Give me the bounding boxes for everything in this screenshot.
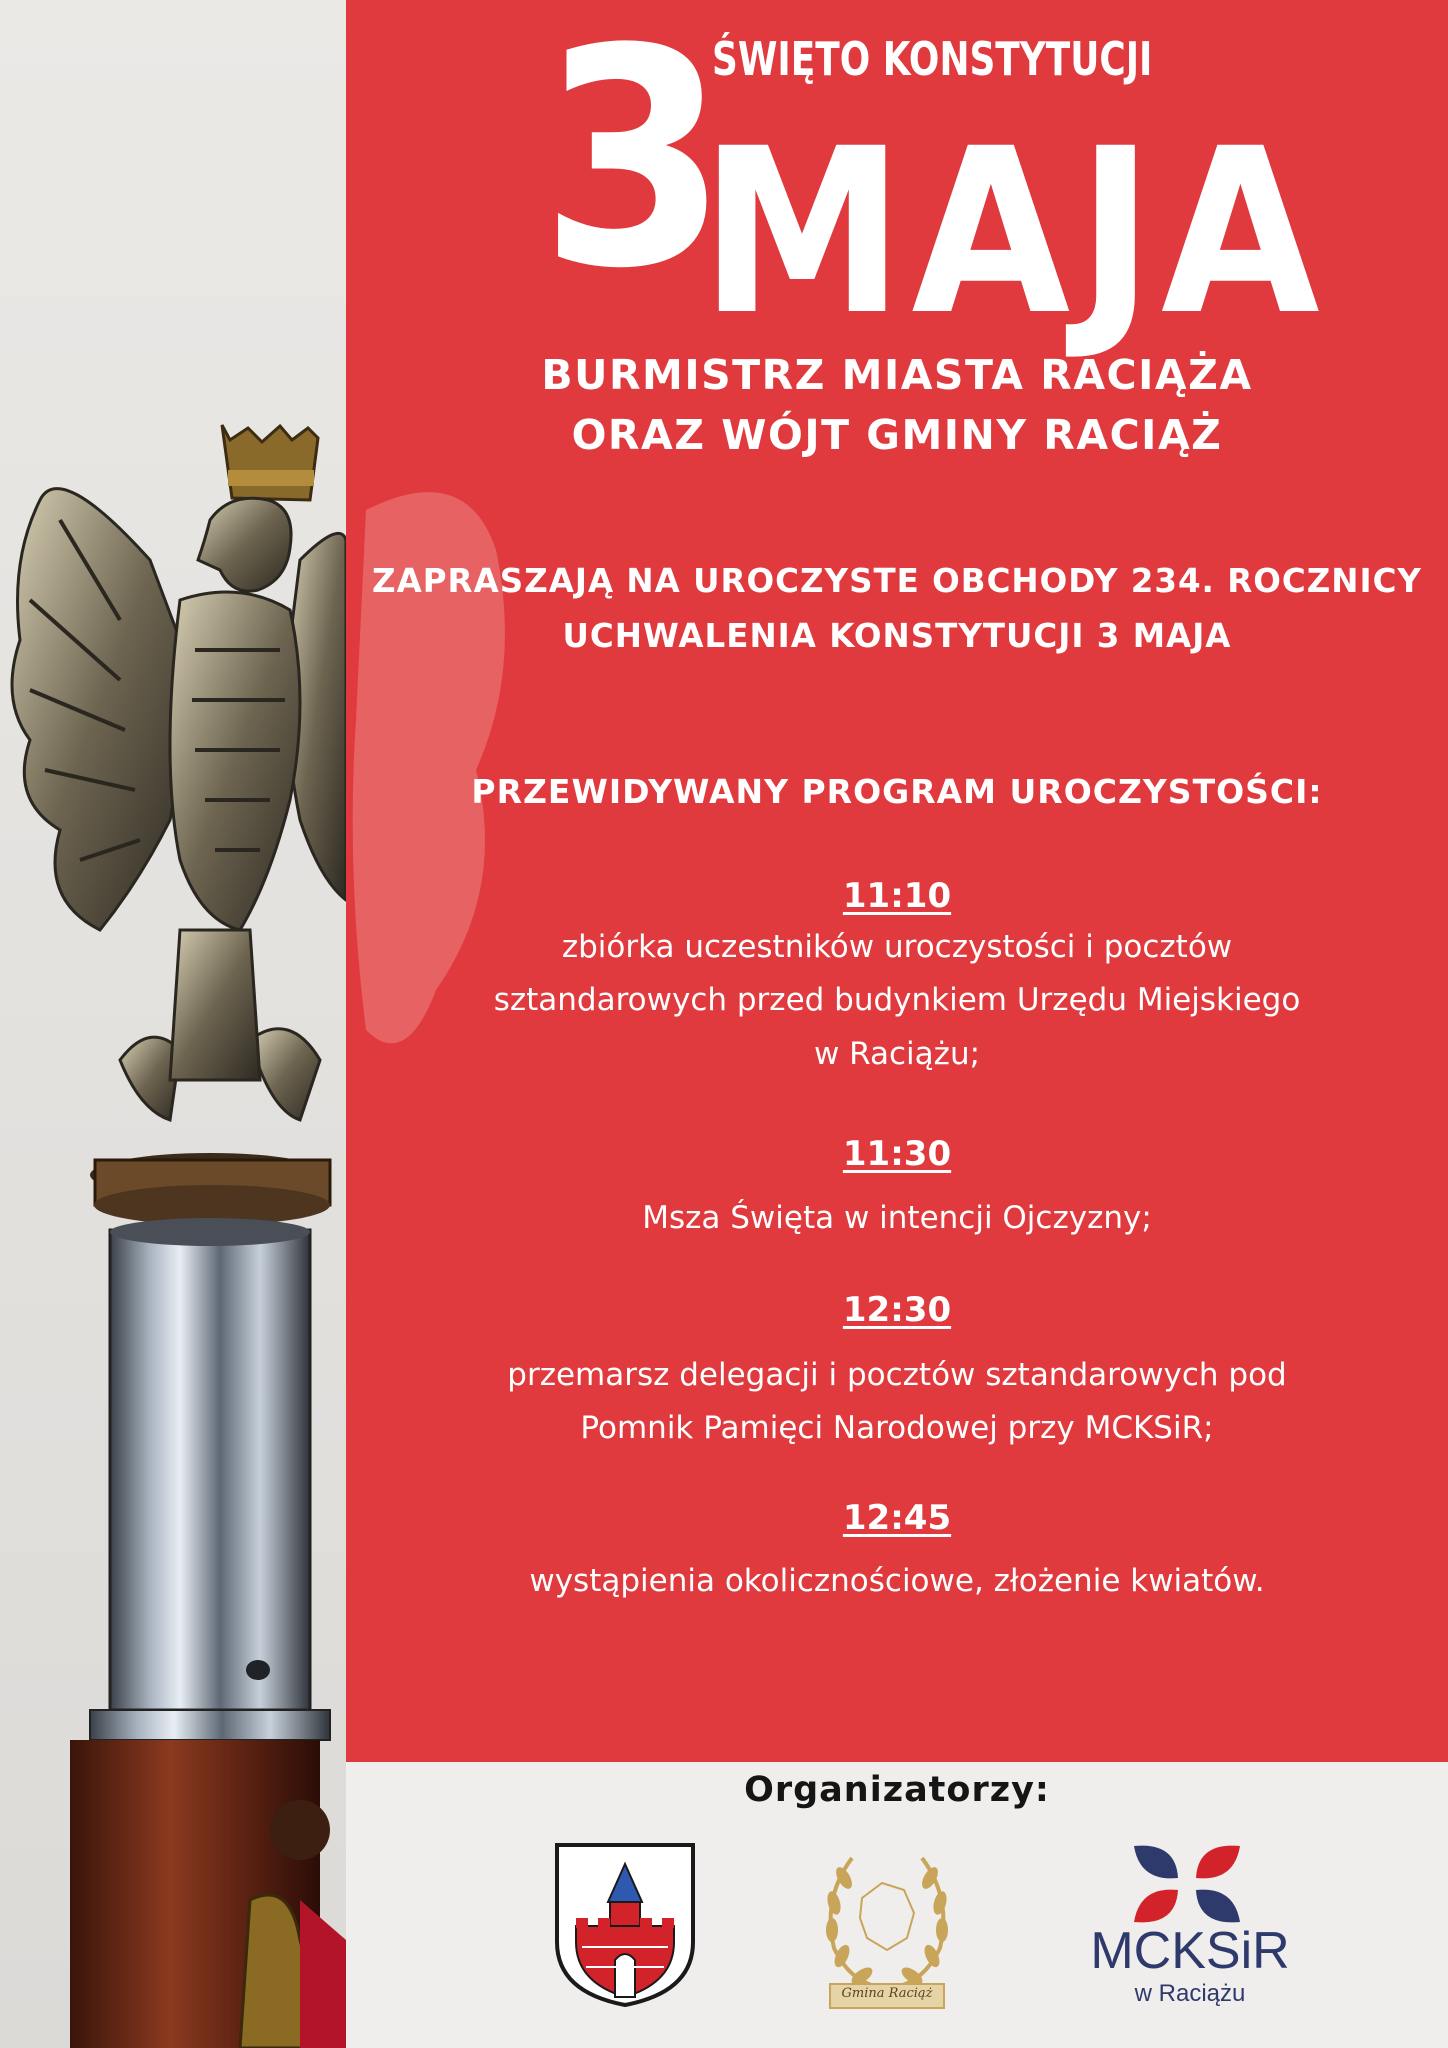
header-month: MAJA <box>700 99 1327 365</box>
program-desc-3-line-1: przemarsz delegacji i pocztów sztandarowych pod <box>507 1357 1287 1393</box>
mcksir-logo-text: MCKSiR <box>1090 1922 1290 1980</box>
program-time-4: 12:45 <box>842 1498 952 1538</box>
program-desc-1-line-3: w Raciążu; <box>813 1036 981 1072</box>
program-time-1: 11:10 <box>842 876 952 916</box>
invitation-line-2: UCHWALENIA KONSTYTUCJI 3 MAJA <box>562 617 1232 655</box>
invitation-line-1: ZAPRASZAJĄ NA UROCZYSTE OBCHODY 234. ROCZNICY <box>372 562 1422 600</box>
mcksir-logo-subtext: w Raciążu <box>1134 1980 1246 2007</box>
program-time-2: 11:30 <box>842 1134 952 1174</box>
program-heading: PRZEWIDYWANY PROGRAM UROCZYSTOŚCI: <box>471 772 1323 811</box>
header-subtitle: ŚWIĘTO KONSTYTUCJI <box>712 32 1153 86</box>
eagle-standard-icon <box>0 0 346 2048</box>
coat-of-arms-icon <box>554 1842 696 2008</box>
flower-petals-icon <box>1126 1838 1248 1928</box>
program-desc-2-line-1: Msza Święta w intencji Ojczyzny; <box>642 1200 1152 1236</box>
program-desc-4-line-1: wystąpienia okolicznościowe, złożenie kwiatów. <box>529 1563 1265 1599</box>
header-number: 3 <box>540 0 728 334</box>
program-desc-1-line-1: zbiórka uczestników uroczystości i pocztów <box>561 929 1233 965</box>
organizer-line-1: BURMISTRZ MIASTA RACIĄŻA <box>541 351 1253 399</box>
program-desc-3-line-2: Pomnik Pamięci Narodowej przy MCKSiR; <box>580 1410 1214 1446</box>
gmina-raciaz-logo <box>812 1838 962 2014</box>
gmina-logo-text: Gmina Raciąż <box>841 1986 933 2001</box>
program-time-3: 12:30 <box>842 1290 952 1330</box>
eagle-photo-panel <box>0 0 346 2048</box>
organizer-line-2: ORAZ WÓJT GMINY RACIĄŻ <box>571 411 1223 459</box>
mcksir-logo <box>1080 1838 1300 2018</box>
program-desc-1-line-2: sztandarowych przed budynkiem Urzędu Miejskiego <box>493 982 1301 1018</box>
organizers-label: Organizatorzy: <box>744 1770 1050 1810</box>
